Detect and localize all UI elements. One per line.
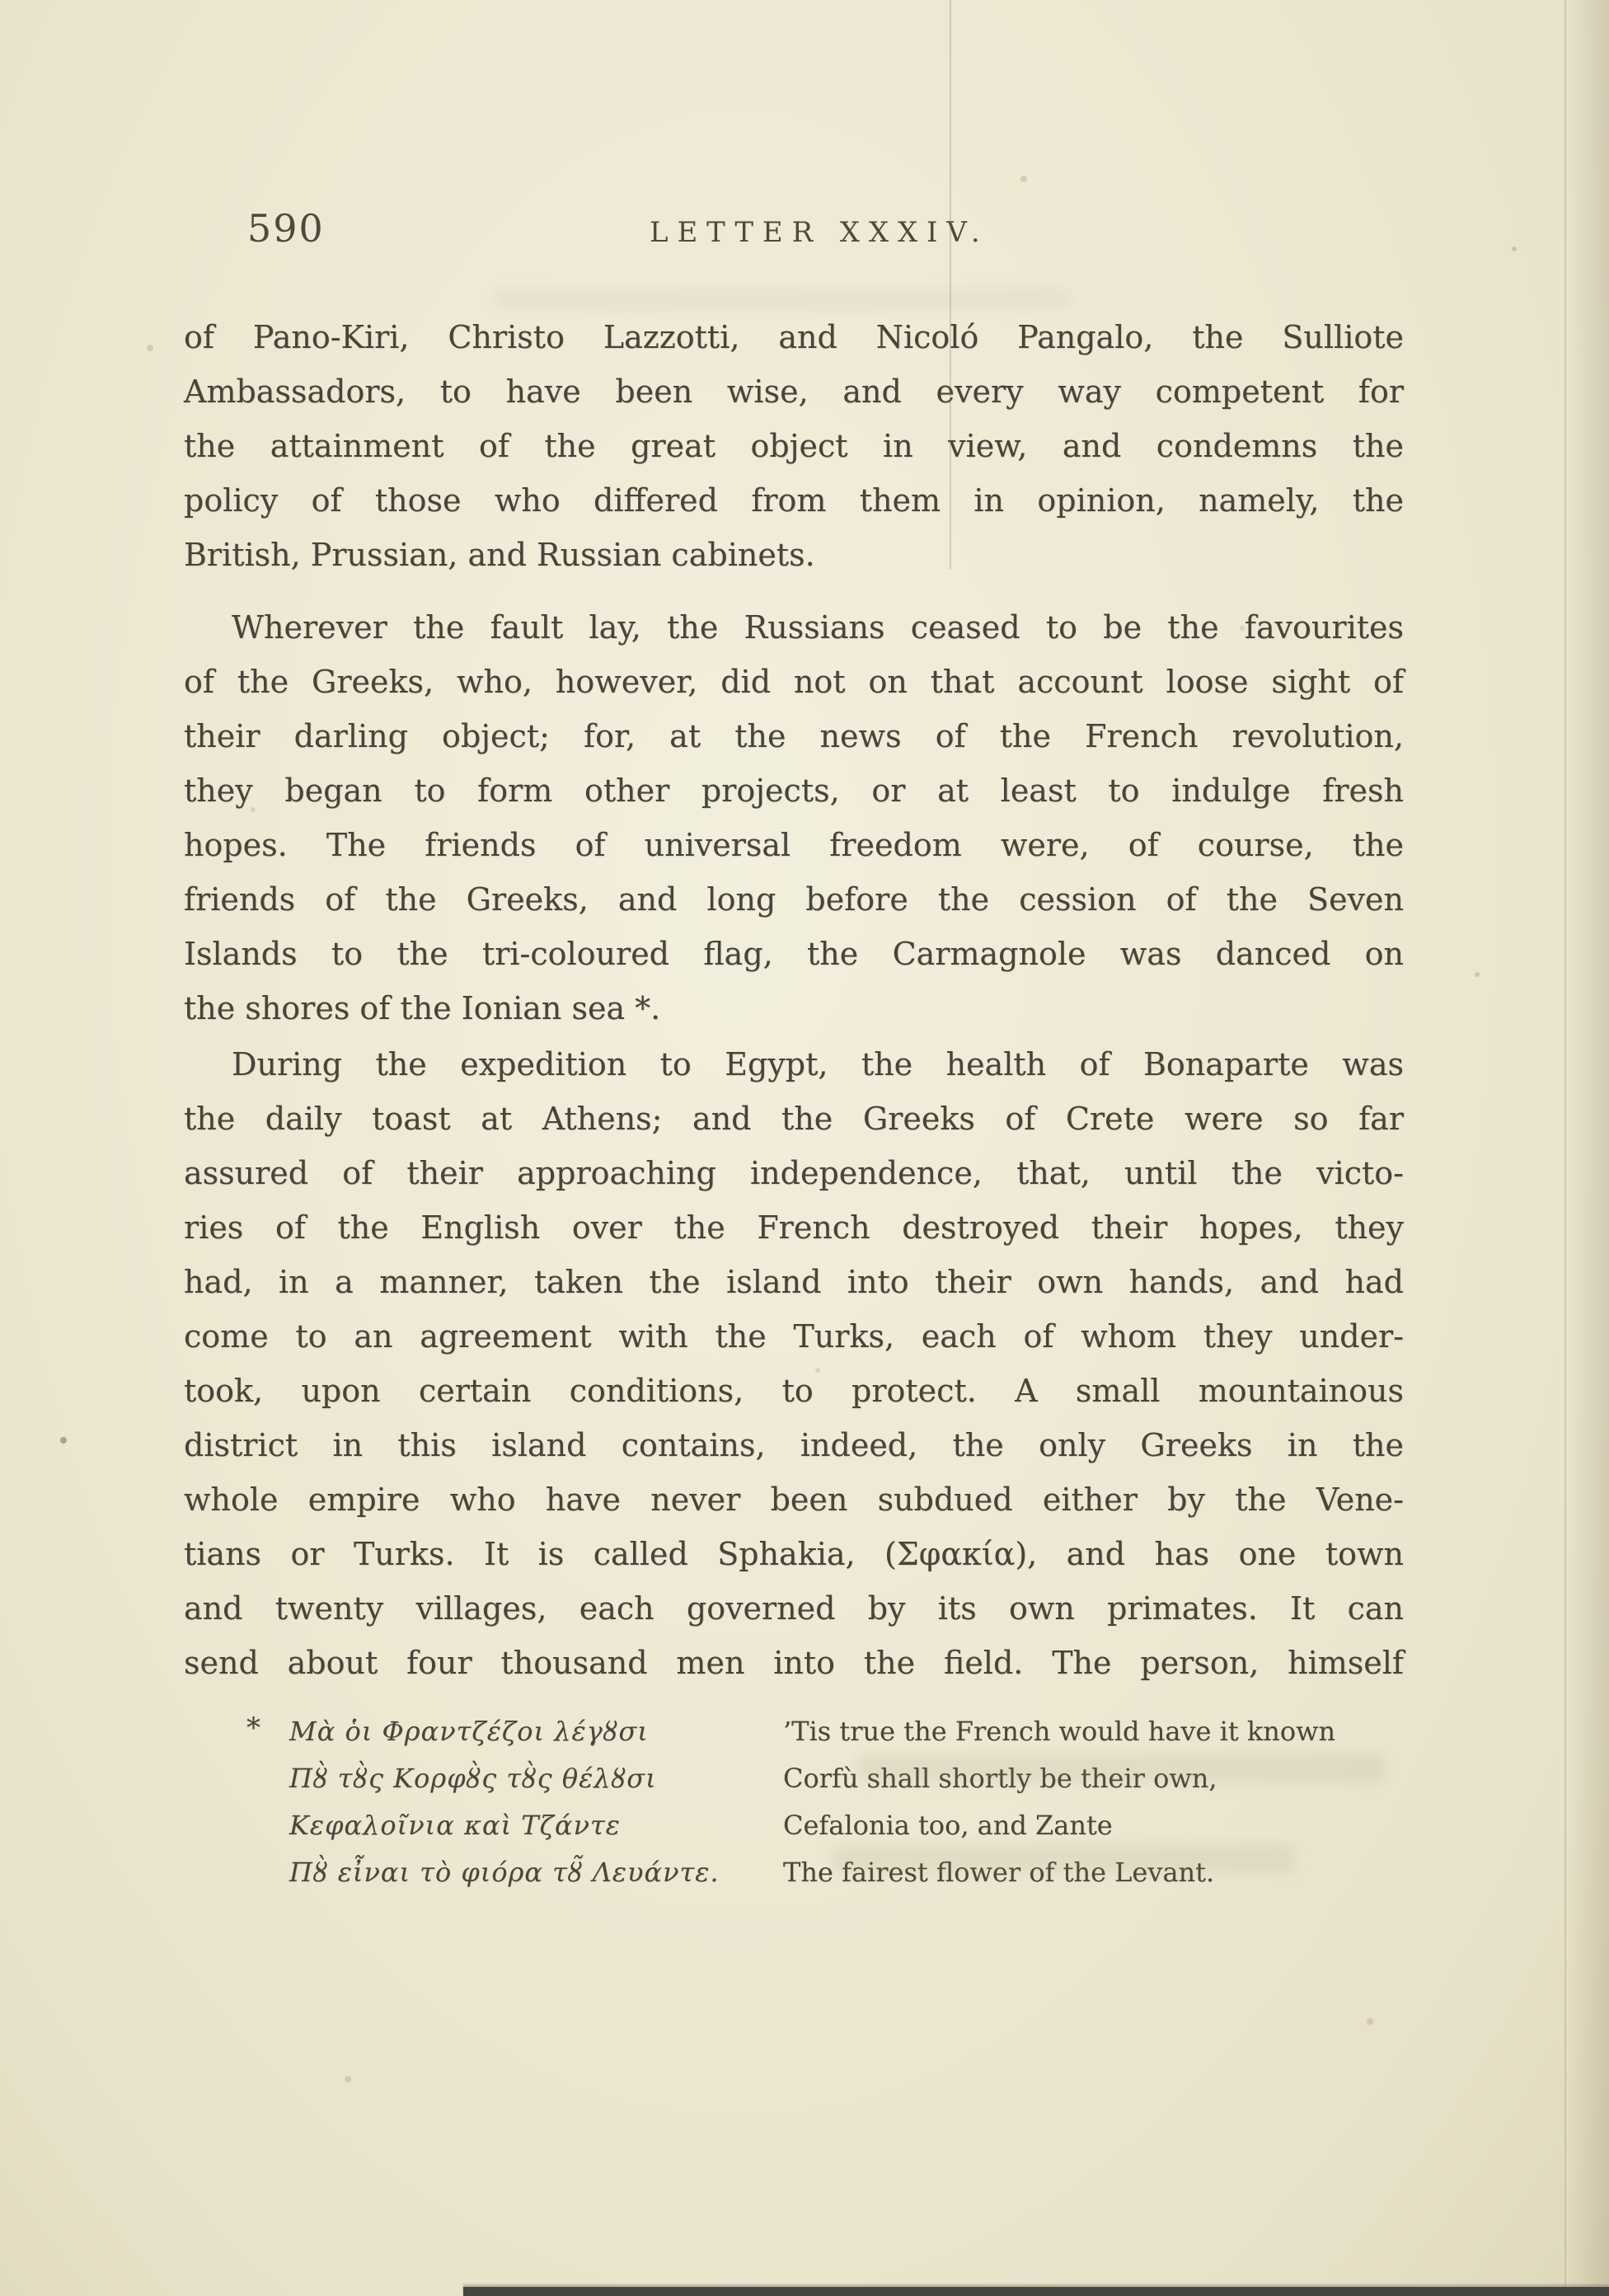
paper-crease-right: [1564, 0, 1566, 2296]
text-line: took, upon certain conditions, to protect. A small mountainous: [184, 1373, 1404, 1409]
footnote-greek-line: Πȣ̀ εἶναι τὸ φιόρα τȣ̃ Λευάντε.: [289, 1857, 720, 1888]
ink-showthrough: [495, 289, 1072, 310]
text-line: send about four thousand men into the field. The person, himself: [184, 1645, 1404, 1681]
footnote-row: [246, 1708, 1422, 1755]
footnote-english-line: ’Tis true the French would have it known: [783, 1716, 1336, 1747]
page-header: LETTER XXXIV.: [650, 216, 989, 249]
text-line: ries of the English over the French destroyed their hopes, they: [184, 1209, 1404, 1246]
text-line: tians or Turks. It is called Sphakia, (Σφακία), and has one town: [184, 1536, 1404, 1572]
text-line: the daily toast at Athens; and the Greeks of Crete were so far: [184, 1101, 1404, 1137]
text-line: During the expedition to Egypt, the health of Bonaparte was: [232, 1046, 1404, 1082]
paper-crease-vertical: [950, 0, 951, 569]
text-line: British, Prussian, and Russian cabinets.: [184, 537, 815, 573]
footnote-row: [251, 1802, 1422, 1849]
footnote-marker: *: [246, 1711, 260, 1744]
text-line: policy of those who differed from them in opinion, namely, the: [184, 482, 1404, 519]
text-line: whole empire who have never been subdued either by the Vene-: [184, 1481, 1404, 1518]
text-line: their darling object; for, at the news of the French revolution,: [184, 718, 1404, 754]
page-number: 590: [247, 206, 325, 251]
text-line: hopes. The friends of universal freedom were, of course, the: [184, 827, 1404, 863]
footnote-english-line: Cefalonia too, and Zante: [783, 1810, 1113, 1841]
footnote-greek-line: Μὰ ὁι Φραντζέζοι λέγȣσι: [289, 1716, 649, 1747]
text-line: come to an agreement with the Turks, each of whom they under-: [184, 1318, 1404, 1355]
footnote-greek-line: Κεφαλοῖνια καὶ Τζάντε: [289, 1810, 621, 1841]
footnote-greek-line: Πȣ̀ τȣ̀ς Κορφȣ̀ς τȣ̀ς θέλȣσι: [289, 1763, 657, 1794]
paper-specks: [0, 0, 3, 3]
text-line: Islands to the tri-coloured flag, the Carmagnole was danced on: [184, 936, 1404, 972]
ink-showthrough: [833, 1845, 1294, 1873]
ink-showthrough: [857, 1754, 1385, 1782]
body-text: [184, 310, 1404, 1690]
footnote-english-line: The fairest flower of the Levant.: [783, 1857, 1215, 1888]
scan-edge-strip: [463, 2287, 1609, 2296]
text-line: assured of their approaching independence, that, until the victo-: [184, 1155, 1404, 1191]
paragraph: [184, 1037, 1404, 1690]
text-line: and twenty villages, each governed by its own primates. It can: [184, 1590, 1404, 1627]
text-line: the attainment of the great object in view, and condemns the: [184, 428, 1404, 464]
text-line: Ambassadors, to have been wise, and every way competent for: [184, 373, 1404, 410]
page-edge-shadow: [1568, 0, 1609, 2296]
text-line: district in this island contains, indeed, the only Greeks in the: [184, 1427, 1404, 1463]
text-line: they began to form other projects, or at least to indulge fresh: [184, 772, 1404, 809]
text-line: friends of the Greeks, and long before the cession of the Seven: [184, 881, 1404, 918]
text-line: of the Greeks, who, however, did not on that account loose sight of: [184, 664, 1404, 700]
footnote-english-line: Corfù shall shortly be their own,: [783, 1763, 1217, 1794]
text-line: Wherever the fault lay, the Russians ceased to be the favourites: [232, 609, 1404, 646]
text-line: had, in a manner, taken the island into their own hands, and had: [184, 1264, 1404, 1300]
text-line: the shores of the Ionian sea *.: [184, 990, 661, 1026]
text-line: of Pano-Kiri, Christo Lazzotti, and Nicoló Pangalo, the Sulliote: [184, 319, 1404, 355]
paragraph: [184, 600, 1404, 1035]
paragraph: [184, 310, 1404, 582]
